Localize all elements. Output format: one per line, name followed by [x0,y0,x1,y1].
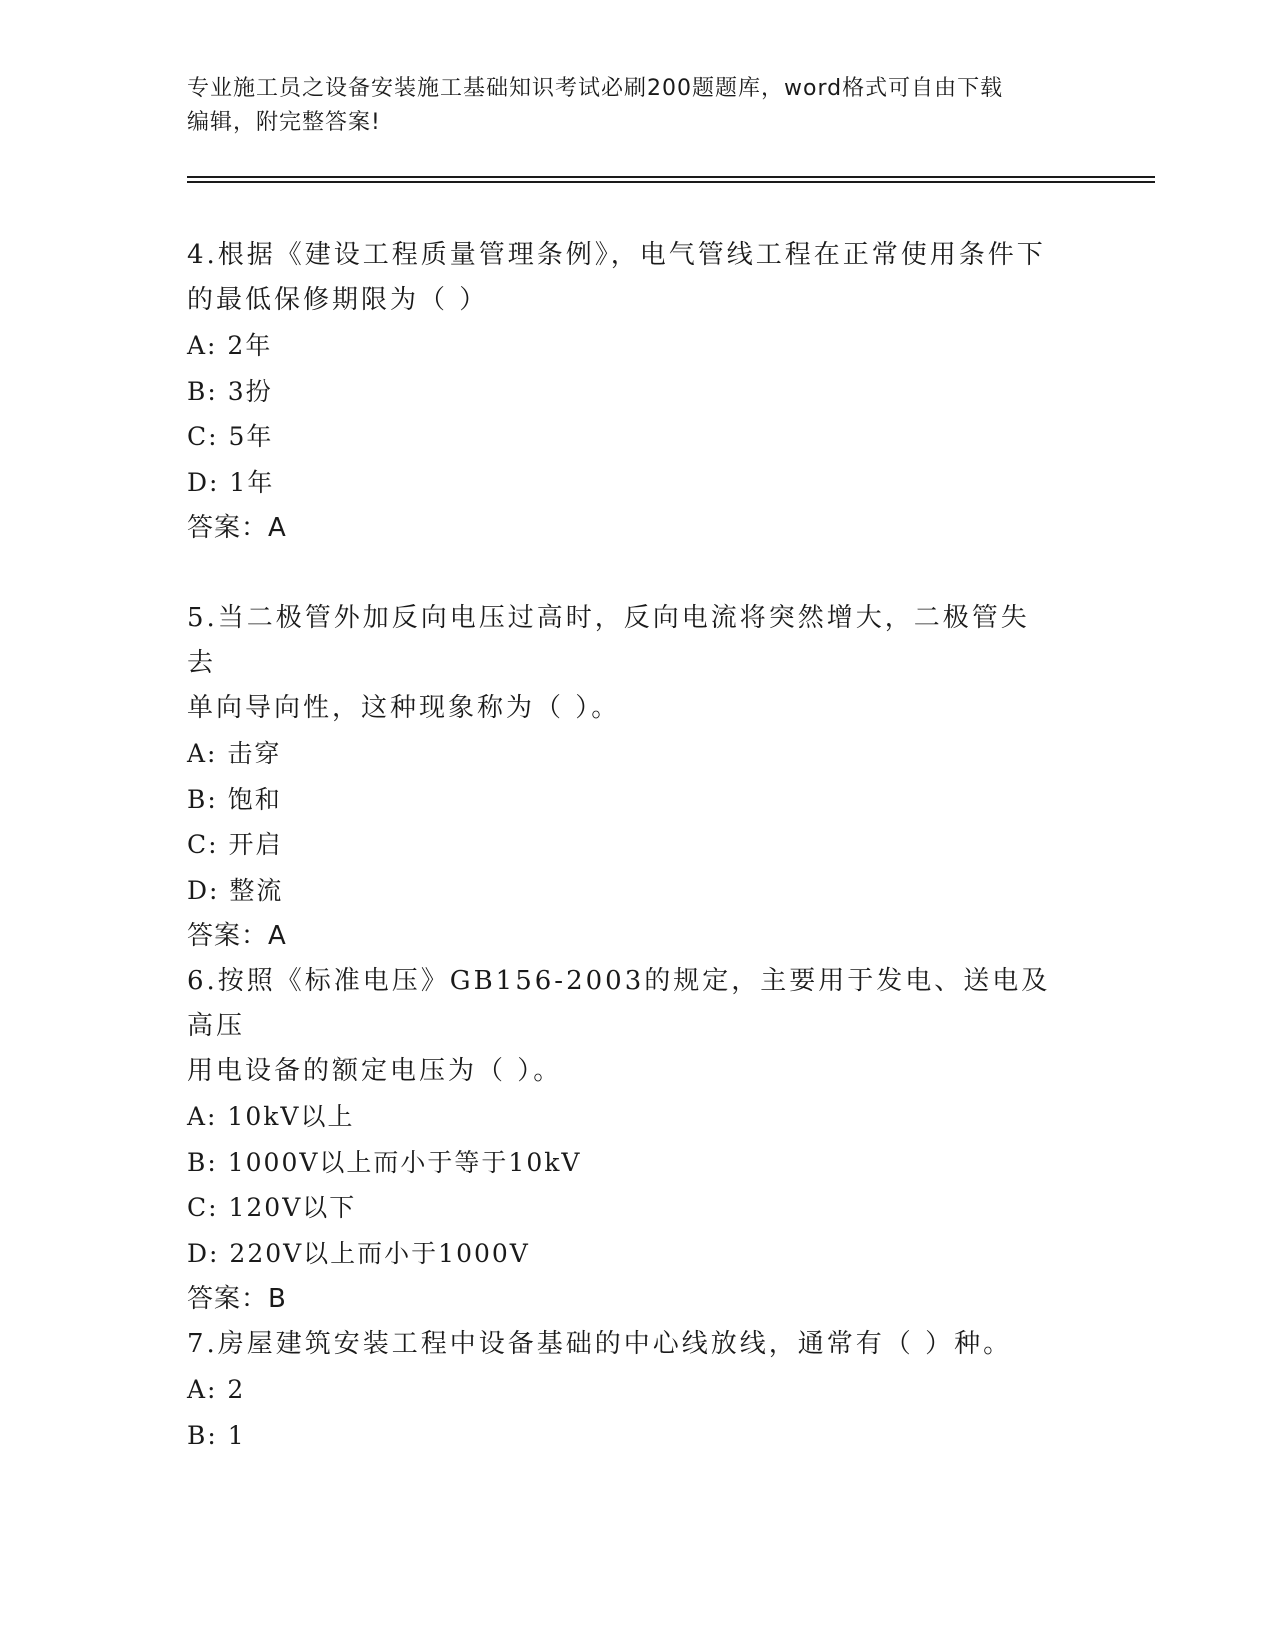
answer-line: 答案：A [187,513,287,543]
document-header [187,72,1067,140]
option-d: D: 1年 [187,467,275,497]
option-d: D: 220V以上而小于1000V [187,1238,530,1268]
header-divider-bottom [187,181,1155,183]
question-stem-line: 6.按照《标准电压》GB156-2003的规定，主要用于发电、送电及高压 [187,966,1051,1041]
option-b: B: 3扮 [187,376,273,406]
question-stem-line: 用电设备的额定电压为（ ）。 [187,1056,563,1086]
question-stem-line: 4.根据《建设工程质量管理条例》，电气管线工程在正常使用条件下 [187,240,1046,270]
option-b: B: 1 [187,1420,246,1450]
question-stem-line: 5.当二极管外加反向电压过高时，反向电流将突然增大，二极管失去 [187,603,1030,678]
question-5 [187,596,1057,959]
option-a: A: 10kV以上 [187,1102,355,1131]
option-b: B: 1000V以上而小于等于10kV [187,1147,582,1177]
option-c: C: 开启 [187,830,283,859]
option-a: A: 2 [187,1375,246,1404]
option-a: A: 击穿 [187,739,282,768]
header-title-line-1: 专业施工员之设备安装施工基础知识考试必刷200题题库，word格式可自由下载 [187,76,1004,101]
option-c: C: 120V以下 [187,1193,357,1222]
question-stem-line: 7.房屋建筑安装工程中设备基础的中心线放线，通常有（ ）种。 [187,1329,1013,1359]
option-c: C: 5年 [187,422,274,451]
question-stem-line: 的最低保修期限为（ ） [187,285,489,315]
answer-line: 答案：B [187,1284,287,1314]
question-7 [187,1322,1057,1458]
question-4 [187,233,1057,551]
option-d: D: 整流 [187,875,284,905]
option-a: A: 2年 [187,331,273,360]
option-b: B: 饱和 [187,784,282,814]
header-divider-top [187,176,1155,178]
question-stem-line: 单向导向性，这种现象称为（ ）。 [187,693,621,723]
question-6 [187,959,1057,1322]
header-title-line-2: 编辑，附完整答案! [187,110,381,135]
answer-line: 答案：A [187,921,287,951]
